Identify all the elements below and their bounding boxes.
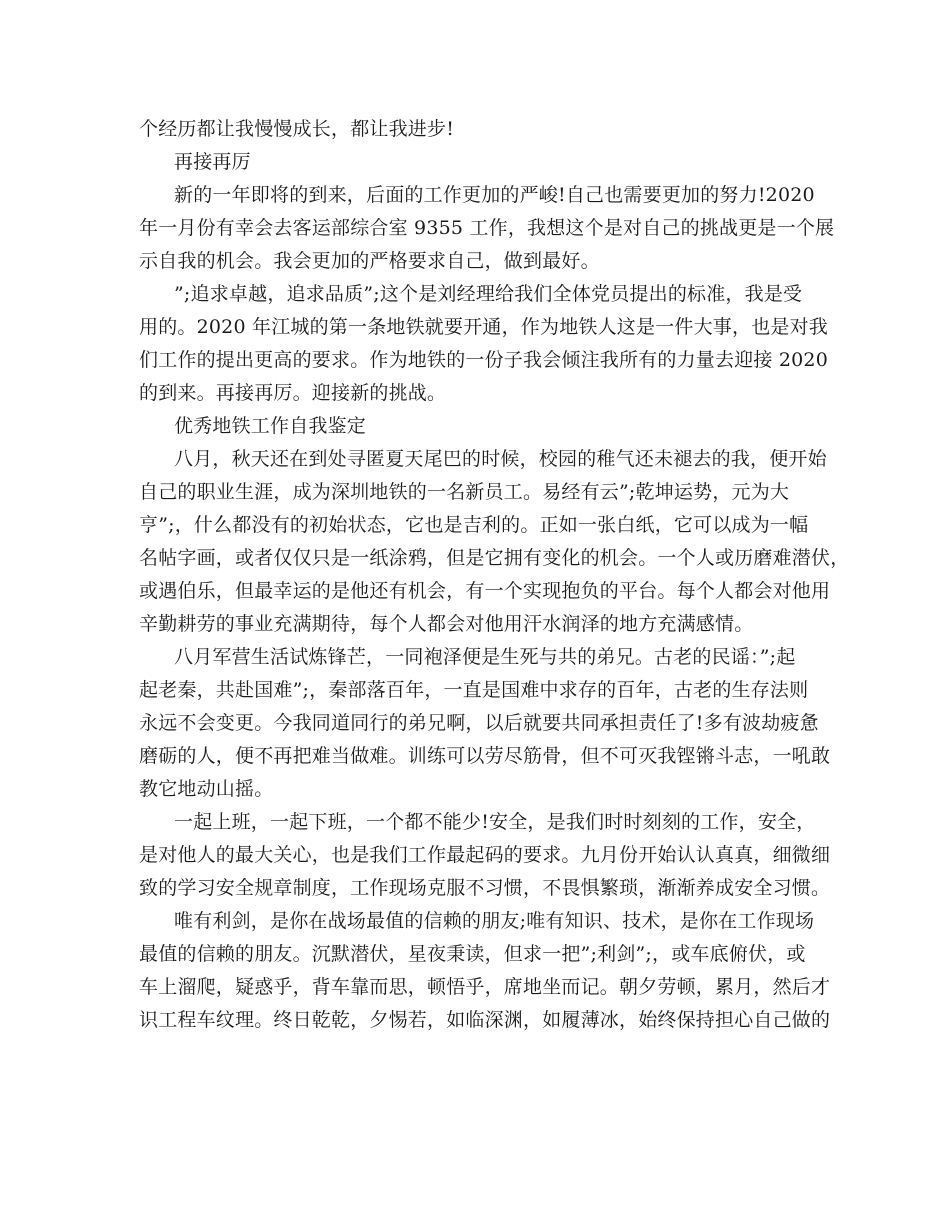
text-line: 亨”;，什么都没有的初始状态，它也是吉利的。正如一张白纸，它可以成为一幅 (139, 514, 809, 536)
text-line: 八月，秋天还在到处寻匿夏天尾巴的时候，校园的稚气还未褪去的我，便开始 (174, 448, 827, 470)
text-line: 永远不会变更。今我同道同行的弟兄啊，以后就要共同承担责任了!多有波劫疲惫 (139, 712, 819, 734)
text-line: 示自我的机会。我会更加的严格要求自己，做到最好。 (139, 250, 600, 272)
text-line: 辛勤耕劳的事业充满期待，每个人都会对他用汗水润泽的地方充满感情。 (139, 613, 754, 635)
text-line: 个经历都让我慢慢成长，都让我进步! (139, 118, 455, 140)
text-line: 年一月份有幸会去客运部综合室 9355 工作，我想这个是对自己的挑战更是一个展 (139, 217, 835, 239)
text-line: 车上溜爬，疑惑乎，背车靠而思，顿悟乎，席地坐而记。朝夕劳顿，累月，然后才 (139, 976, 831, 998)
text-line: 或遇伯乐，但最幸运的是他还有机会，有一个实现抱负的平台。每个人都会对他用 (139, 580, 831, 602)
text-line: 的到来。再接再厉。迎接新的挑战。 (139, 382, 447, 404)
text-line: 教它地动山摇。 (139, 778, 274, 800)
text-line: 致的学习安全规章制度，工作现场克服不习惯，不畏惧繁琐，渐渐养成安全习惯。 (139, 877, 831, 899)
text-line: 八月军营生活试炼锋芒，一同袍泽便是生死与共的弟兄。古老的民谣：”;起 (174, 646, 796, 668)
document-body (139, 113, 850, 1037)
text-line: ”;追求卓越，追求品质”;这个是刘经理给我们全体党员提出的标准，我是受 (174, 283, 803, 305)
section-heading: 优秀地铁工作自我鉴定 (174, 415, 367, 437)
text-line: 是对他人的最大关心，也是我们工作最起码的要求。九月份开始认认真真，细微细 (139, 844, 831, 866)
text-line: 们工作的提出更高的要求。作为地铁的一份子我会倾注我所有的力量去迎接 2020 (139, 349, 828, 371)
text-line: 自己的职业生涯，成为深圳地铁的一名新员工。易经有云”;乾坤运势，元为大 (139, 481, 790, 503)
text-line: 名帖字画，或者仅仅只是一纸涂鸦，但是它拥有变化的机会。一个人或历磨难潜伏， (139, 547, 850, 569)
text-line: 最值的信赖的朋友。沉默潜伏，星夜秉读，但求一把”;利剑”;，或车底俯伏，或 (139, 943, 806, 965)
section-heading: 再接再厉 (174, 151, 251, 173)
text-line: 新的一年即将的到来，后面的工作更加的严峻!自己也需要更加的努力!2020 (174, 184, 815, 206)
text-line: 起老秦，共赴国难”;，秦部落百年，一直是国难中求存的百年，古老的生存法则 (139, 679, 809, 701)
text-line: 磨砺的人，便不再把难当做难。训练可以劳尽筋骨，但不可灭我铿锵斗志，一吼敢 (139, 745, 831, 767)
text-line: 识工程车纹理。终日乾乾，夕惕若，如临深渊，如履薄冰，始终保持担心自己做的 (139, 1009, 831, 1031)
text-line: 唯有利剑，是你在战场最值的信赖的朋友;唯有知识、技术，是你在工作现场 (174, 910, 815, 932)
text-line: 用的。2020 年江城的第一条地铁就要开通，作为地铁人这是一件大事，也是对我 (139, 316, 828, 338)
text-line: 一起上班，一起下班，一个都不能少!安全，是我们时时刻刻的工作，安全， (174, 811, 816, 833)
